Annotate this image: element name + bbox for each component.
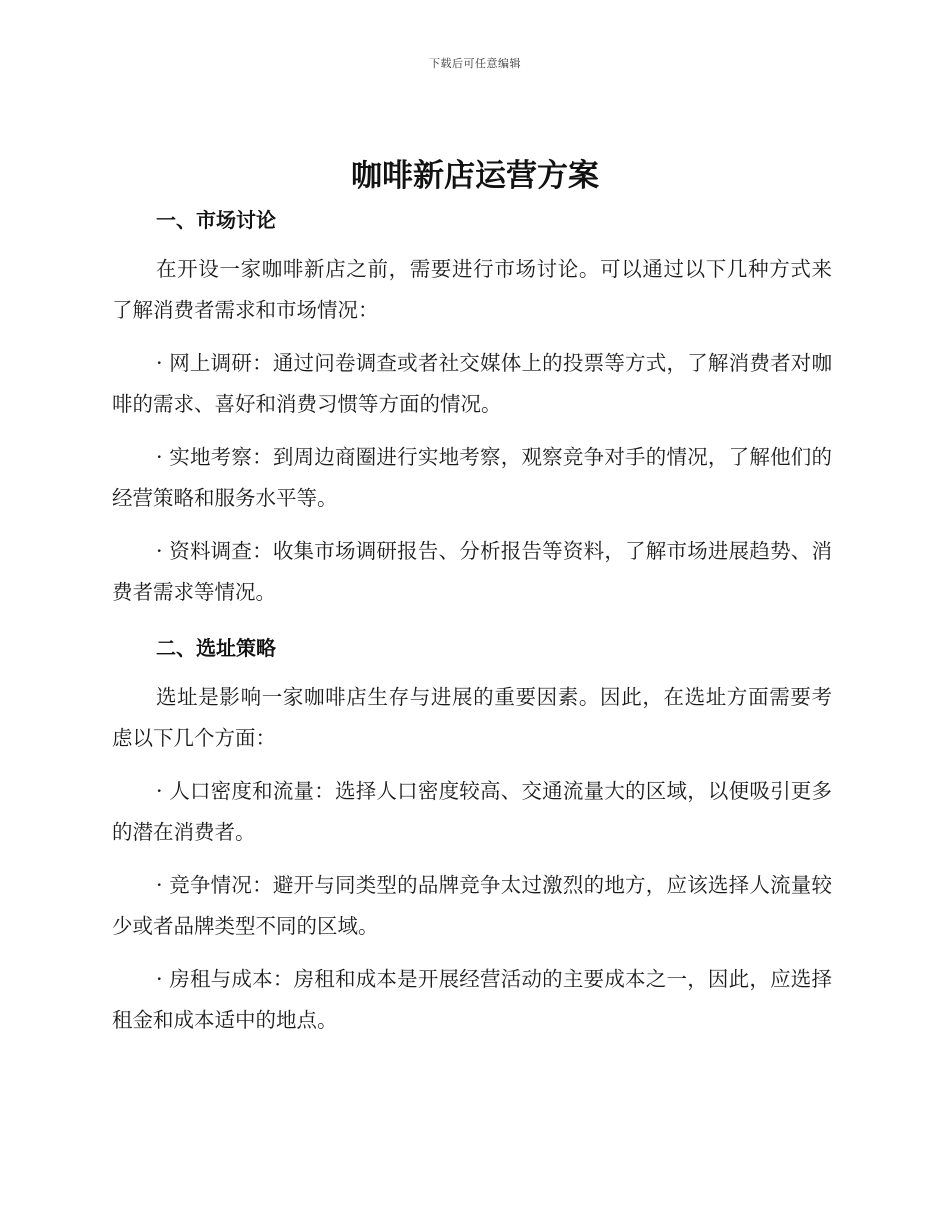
bullet-item: · 实地考察：到周边商圈进行实地考察，观察竞争对手的情况，了解他们的经营策略和服务水平等。: [112, 445, 832, 510]
document-body: [112, 200, 832, 1053]
header-note: 下载后可任意编辑: [429, 57, 521, 70]
section-heading: 一、市场讨论: [156, 208, 276, 232]
section-intro: 在开设一家咖啡新店之前，需要进行市场讨论。可以通过以下几种方式来了解消费者需求和市场情况：: [112, 257, 832, 322]
bullet-item: · 网上调研：通过问卷调查或者社交媒体上的投票等方式，了解消费者对咖啡的需求、喜好和消费习惯等方面的情况。: [112, 351, 832, 416]
section-market-research: [112, 200, 832, 613]
section-heading: 二、选址策略: [156, 636, 276, 660]
bullet-item: · 人口密度和流量：选择人口密度较高、交通流量大的区域，以便吸引更多的潜在消费者。: [112, 779, 832, 844]
section-intro: 选址是影响一家咖啡店生存与进展的重要因素。因此，在选址方面需要考虑以下几个方面：: [112, 685, 832, 750]
bullet-item: · 竞争情况：避开与同类型的品牌竞争太过激烈的地方，应该选择人流量较少或者品牌类型不同的区域。: [112, 873, 832, 938]
section-site-selection: [112, 628, 832, 1041]
bullet-item: · 房租与成本：房租和成本是开展经营活动的主要成本之一，因此，应选择租金和成本适中的地点。: [112, 967, 832, 1032]
bullet-item: · 资料调查：收集市场调研报告、分析报告等资料，了解市场进展趋势、消费者需求等情况。: [112, 539, 832, 604]
document-title: 咖啡新店运营方案: [351, 158, 599, 194]
